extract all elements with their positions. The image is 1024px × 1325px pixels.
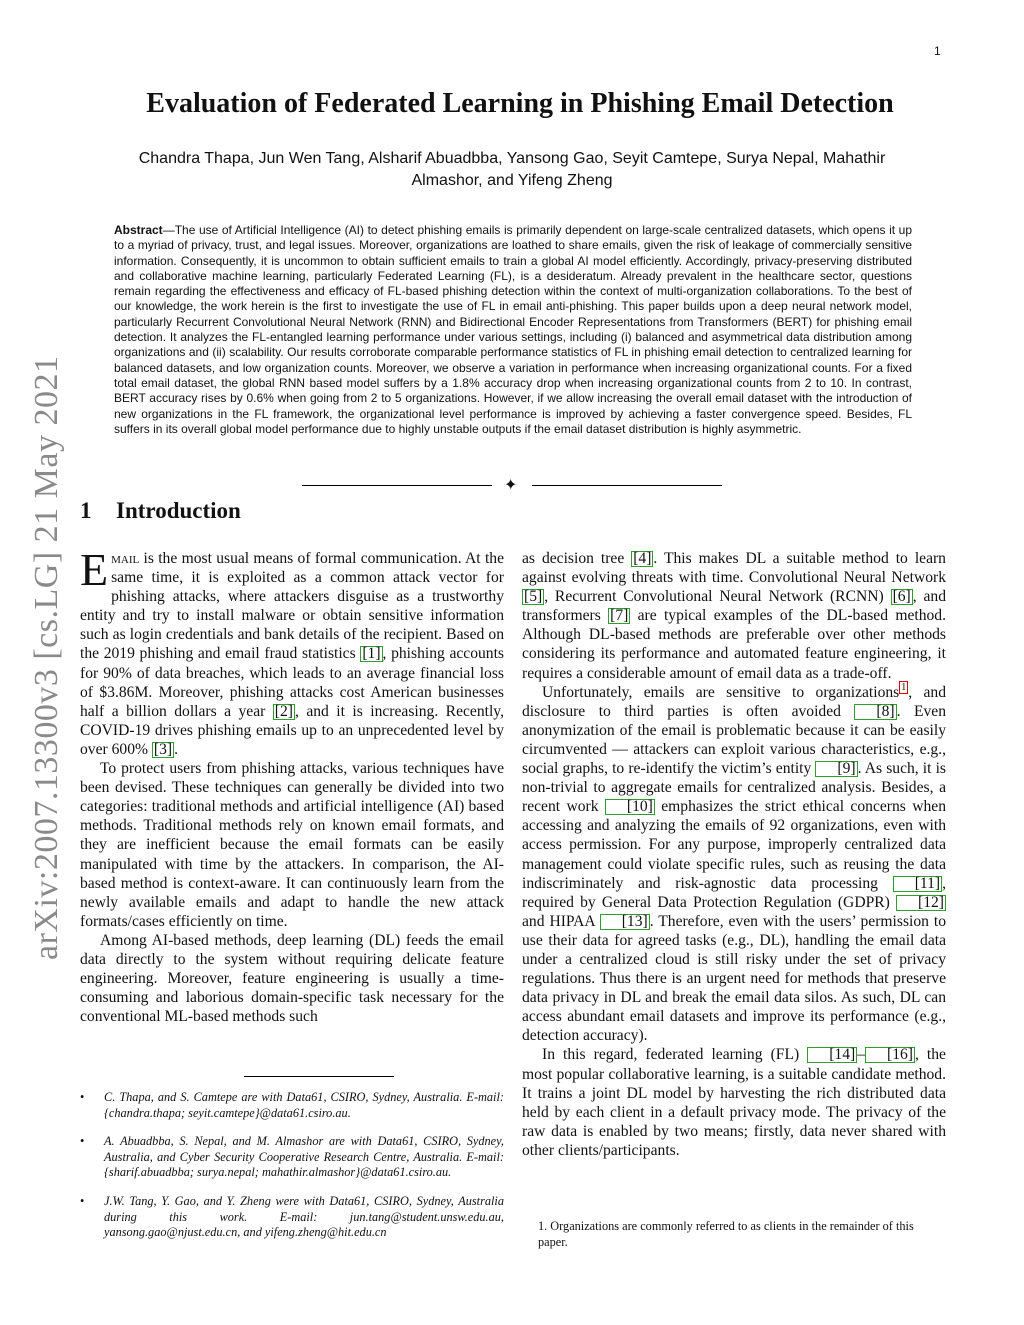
footnote-marker-link[interactable]: 1 (901, 682, 907, 694)
text-run: . Therefore, even with the users’ permission to use their data for agreed tasks (e.g., DL), handling the email data under a centralized cloud is still risky under the set of privacy regulations. Thus there is an urgent need for methods that preserve data privacy in DL and break the email data silos. As such, DL can access abundant email datasets and improve its performance (e.g., detection accuracy). (522, 912, 946, 1045)
text-run: In this regard, federated learning (FL) (542, 1046, 808, 1064)
text-run: , and disclosure to third parties is often avoided (522, 683, 947, 720)
intro-paragraph-3: Among AI-based methods, deep learning (DL) feeds the email data directly to the system without requiring delicate feature engineering. Moreover, feature engineering is usually a time-consuming and laborious domain-specific task necessary for the conventional ML-based methods such (80, 931, 504, 1026)
citation-link[interactable]: [5] (524, 588, 543, 606)
section-title: Introduction (116, 498, 241, 523)
section-separator (302, 477, 722, 493)
text-run: are typical examples of the DL-based method. Although DL-based methods are preferable over other methods considering its performance and automated feature engineering, it requires a considerable amount of email data as a trade-off. (522, 607, 946, 682)
separator-line-right (532, 485, 722, 486)
citation-link[interactable]: [8] (854, 704, 896, 720)
citation-link[interactable]: [7] (610, 607, 629, 625)
authors-line-2: Almashor, and Yifeng Zheng (411, 172, 613, 189)
citation-link[interactable]: [13] (600, 914, 650, 930)
intro-paragraph-5 (522, 683, 946, 1046)
authors-line-1: Chandra Thapa, Jun Wen Tang, Alsharif Abuadbba, Yansong Gao, Seyit Camtepe, Surya Nepal, Mahathir (138, 150, 886, 167)
right-column (522, 549, 946, 1160)
separator-line-left (302, 485, 492, 486)
bullet-icon: • (80, 1194, 85, 1208)
text-run: . Even anonymization of the email is problematic because it can be easily circumvented — attackers can exploit various characteristics, e.g., social graphs, to re-identify the victim’s entity (522, 702, 946, 778)
arxiv-identifier-stamp: arXiv:2007.13300v3 [cs.LG] 21 May 2021 (28, 355, 65, 960)
citation-link[interactable]: [10] (605, 799, 655, 815)
citation-link[interactable]: [4] (633, 550, 652, 567)
citation-link[interactable]: [9] (815, 761, 857, 777)
text-run: . This makes DL a suitable method to learn against evolving threats with time. Convolutional Neural Network (522, 550, 946, 587)
affiliation-footnote-3 (80, 1194, 504, 1241)
citation-link[interactable]: [6] (892, 588, 911, 606)
smallcaps-word: mail (111, 550, 140, 567)
footnote-text: A. Abuadbba, S. Nepal, and M. Almashor are with Data61, CSIRO, Sydney, Australia, and Cyber Security Cooperative Research Centre, Australia. E-mail: {sharif.abuadbba; surya.nepal; mahathir.almashor}@data61.csiro.au. (104, 1134, 504, 1179)
citation-link[interactable]: [12] (896, 895, 946, 911)
intro-paragraph-2: To protect users from phishing attacks, various techniques have been devised. These techniques can generally be divided into two categories: traditional methods and artificial intelligence (AI) based methods. Traditional methods rely on known email formats, and they are inefficient because the email formats can be easily manipulated with time by the attackers. In comparison, the AI-based method is context-aware. It can continuously learn from the newly available emails and adapt to handle the new attack formats/cases efficiently on time. (80, 760, 504, 930)
page-number: 1 (934, 44, 941, 58)
intro-paragraph-4 (522, 549, 946, 683)
citation-link[interactable]: [1] (362, 645, 381, 663)
text-run: emphasizes the strict ethical concerns when accessing and analyzing the emails of 92 organizations, even with access permission. For any purpose, improperly centralized data management could violate specific rules, such as reusing the data indiscriminately and risk-agnostic data processing (522, 798, 946, 892)
affiliation-footnote-2 (80, 1134, 504, 1181)
citation-link[interactable]: [3] (153, 740, 173, 758)
affiliation-footnote-1 (80, 1090, 504, 1121)
separator-diamond-icon: ✦ (504, 477, 518, 494)
text-run: – (857, 1046, 865, 1064)
text-run: , and transformers (522, 588, 947, 625)
footnote-text: C. Thapa, and S. Camtepe are with Data61, CSIRO, Sydney, Australia. E-mail: {chandra.thapa; seyit.camtepe}@data61.csiro.au. (104, 1090, 504, 1120)
footnote-text: 1. Organizations are commonly referred to as clients in the remainder of this paper. (538, 1219, 914, 1249)
page-footnote-1 (522, 1219, 946, 1250)
citation-link[interactable]: [2] (274, 702, 293, 720)
author-list (72, 148, 952, 192)
footnote-rule (244, 1076, 394, 1077)
section-heading (80, 498, 241, 524)
text-run: . (174, 740, 178, 758)
paper-title: Evaluation of Federated Learning in Phishing Email Detection (146, 88, 894, 119)
bullet-icon: • (80, 1134, 85, 1148)
abstract-label: Abstract (114, 223, 163, 237)
bullet-icon: • (80, 1090, 85, 1104)
intro-paragraph-6 (522, 1045, 946, 1160)
footnote-text: J.W. Tang, Y. Gao, and Y. Zheng were with Data61, CSIRO, Sydney, Australia during this work. E-mail: jun.tang@student.unsw.edu.au, yansong.gao@njust.edu.cn, and yifeng.zheng@hit.edu.cn (104, 1194, 504, 1239)
citation-link[interactable]: [16] (865, 1047, 915, 1063)
text-run: , and it is increasing. Recently, COVID-19 drives phishing emails up to an unprecedented level by over 600% (80, 702, 504, 758)
abstract-text: —The use of Artificial Intelligence (AI) to detect phishing emails is primarily dependent on large-scale centralized datasets, which opens it up to a myriad of privacy, trust, and legal issues. Moreover, organizations are loathed to share emails, given the risk of leakage of commercially sensitive information. Consequently, it is uncommon to obtain sufficient emails to train a global AI model efficiently. Accordingly, privacy-preserving distributed and collaborative machine learning, particularly Federated Learning (FL), is a desideratum. Already prevalent in the healthcare sector, questions remain regarding the effectiveness and efficacy of FL-based phishing detection within the context of multi-organization collaborations. To the best of our knowledge, the work herein is the first to investigate the use of FL in email anti-phishing. This paper builds upon a deep neural network model, particularly Recurrent Convolutional Neural Network (RNN) and Bidirectional Encoder Representations from Transformers (BERT) for phishing email detection. It analyzes the FL-entangled learning performance under various settings, including (i) balanced and asymmetrical data distribution among organizations and (ii) scalability. Our results corroborate comparable performance statistics of FL in phishing email detection to centralized learning for balanced datasets, and low organization counts. Moreover, we observe a variation in performance when increasing organizational counts. For a fixed total email dataset, the global RNN based model suffers by a 1.8% accuracy drop when increasing organizational counts from 2 to 10. In contrast, BERT accuracy rises by 0.6% when going from 2 to 5 organizations. However, if we allow increasing the overall email dataset with the introduction of new organizations in the FL framework, the organizational level performance is improved by achieving a faster convergence speed. Besides, FL suffers in its overall global model performance due to highly unstable outputs if the email dataset distribution is highly asymmetric. (114, 223, 912, 436)
intro-paragraph-1 (80, 544, 505, 759)
text-run: , phishing accounts for 90% of data breaches, which leads to an average financial loss of $3.86M. Moreover, phishing attacks cost American businesses half a billion dollars a year (80, 645, 505, 720)
text-run: , Recurrent Convolutional Neural Network (RCNN) (544, 588, 891, 606)
text-run: , the most popular collaborative learning, is a suitable candidate method. It trains a joint DL model by harvesting the rich distributed data held by each client in a default privacy mode. The privacy of the raw data is enabled by two means; firstly, data never shared with other clients/participants. (522, 1046, 946, 1159)
section-number: 1 (80, 498, 92, 523)
left-column (80, 544, 505, 1026)
text-run: Unfortunately, emails are sensitive to organizations (542, 683, 900, 701)
text-run: . As such, it is non-trivial to aggregate emails for centralized analysis. Besides, a recent work (522, 760, 946, 816)
citation-link[interactable]: [14] (807, 1047, 857, 1063)
abstract (114, 223, 912, 437)
dropcap-letter: E (80, 544, 109, 595)
text-run: and HIPAA (522, 912, 600, 930)
text-run: is the most usual means of formal communication. At the same time, it is exploited as a common attack vector for phishing attacks, where attackers disguise as a trustworthy entity and try to install malware or obtain sensitive information such as login credentials and bank details of the recipient. Based on the 2019 phishing and email fraud statistics (80, 550, 504, 663)
citation-link[interactable]: [11] (893, 876, 942, 892)
text-run: as decision tree (522, 550, 632, 567)
text-run: , required by General Data Protection Regulation (GDPR) (522, 874, 946, 911)
